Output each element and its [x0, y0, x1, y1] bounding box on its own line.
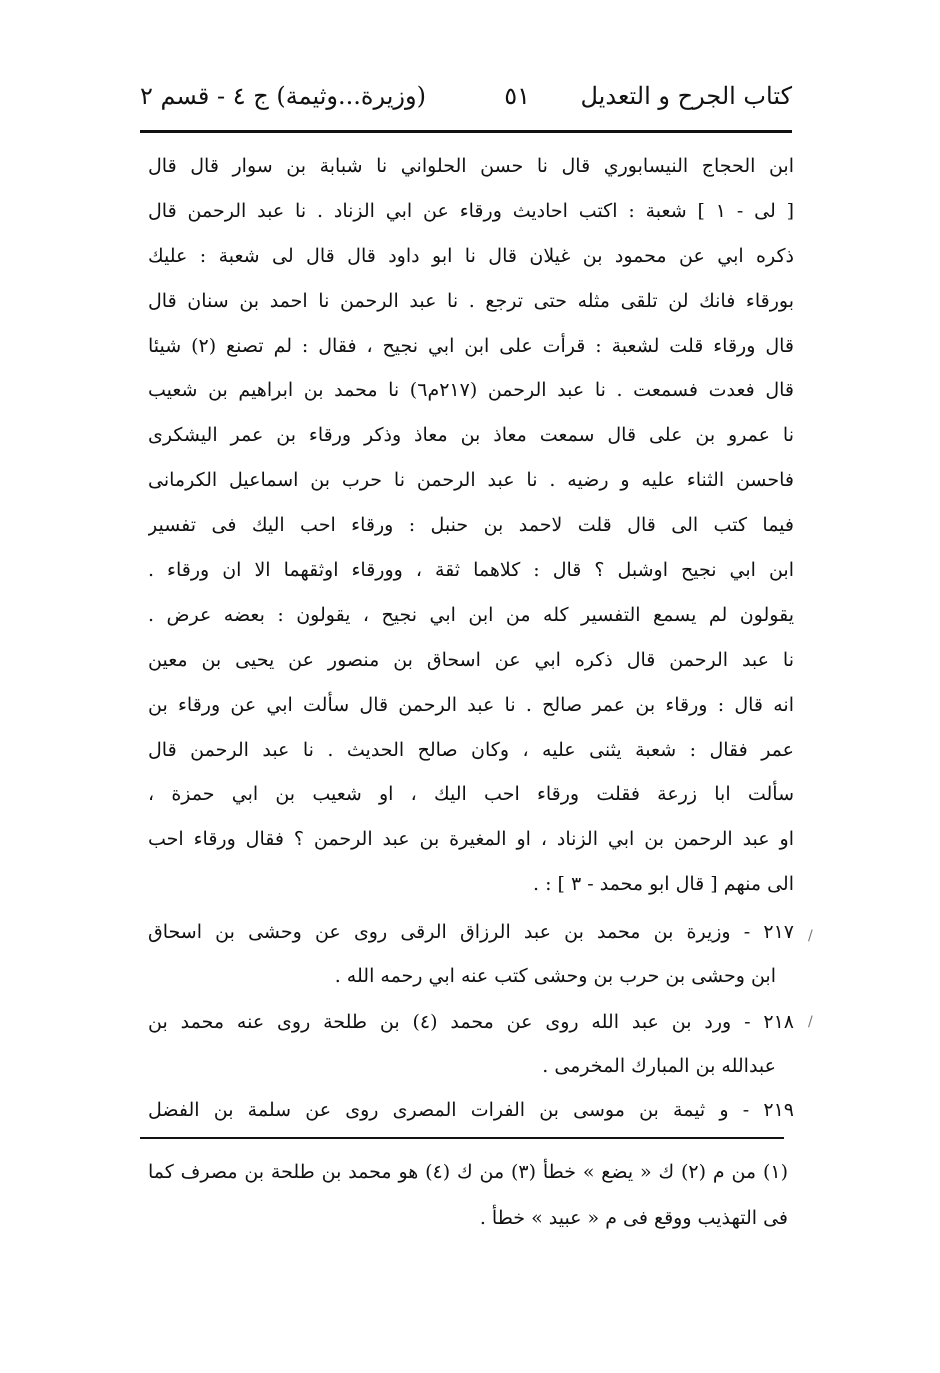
- text-line: يقولون لم يسمع التفسير كله من ابن ابي نجيح ، يقولون : بعضه عرض .: [148, 603, 794, 626]
- text-line: ذكره ابي عن محمود بن غيلان قال نا ابو داود قال قال لى شعبة : عليك: [148, 244, 794, 267]
- text-line: بورقاء فانك لن تلقى مثله حتى ترجع . نا عبد الرحمن نا احمد بن سنان قال: [148, 289, 794, 312]
- footnote-line: (١) من م (٢) ك « يضع » خطأ (٣) من ك (٤) هو محمد بن طلحة بن مصرف كما: [148, 1161, 788, 1183]
- text-line: الى منهم [ قال ابو محمد - ٣ ] : .: [533, 873, 794, 896]
- entry-line: ابن وحشى بن حرب بن وحشى كتب عنه ابي رحمه الله .: [334, 965, 776, 987]
- entry-line: ٢١٩ - و ثيمة بن موسى بن الفرات المصرى روى عن سلمة بن الفضل: [148, 1099, 794, 1121]
- running-header: [140, 78, 792, 124]
- text-line: ابن ابي نجيح اوشبل ؟ قال : كلاهما ثقة ، وورقاء اوثقهما الا ان ورقاء .: [148, 559, 794, 582]
- entry-217: [148, 910, 794, 998]
- text-line: فيما كتب الى قال قلت لاحمد بن حنبل : ورقاء احب اليك فى تفسير: [148, 514, 794, 537]
- text-line: نا عبد الرحمن قال ذكره ابي عن اسحاق بن منصور عن يحيى بن معين: [148, 648, 794, 671]
- entry-line: ٢١٧ - وزيرة بن محمد بن عبد الرزاق الرقى روى عن وحشى بن اسحاق: [148, 921, 794, 943]
- text-line: عمر فقال : شعبة يثنى عليه ، وكان صالح الحديث . نا عبد الرحمن قال: [148, 738, 794, 761]
- text-line: انه قال : ورقاء بن عمر صالح . نا عبد الرحمن قال سألت ابي عن ورقاء بن: [148, 693, 794, 716]
- text-line: فاحسن الثناء عليه و رضيه . نا عبد الرحمن نا حرب بن اسماعيل الكرمانى: [148, 469, 794, 492]
- entry-line: عبدالله بن المبارك المخرمى .: [542, 1055, 776, 1077]
- section-range: (وزيرة...وثيمة) ج ٤ - قسم ٢: [140, 82, 426, 110]
- page-number: ٥١: [504, 82, 530, 110]
- header-rule: [140, 130, 792, 133]
- text-line: قال ورقاء قلت لشعبة : قرأت على ابن ابي نجيح ، فقال : لم تصنع (٢) شيئا: [148, 334, 794, 357]
- text-line: قال فعدت فسمعت . نا عبد الرحمن (٢١٧م٦) نا محمد بن ابراهيم بن شعيب: [148, 379, 794, 402]
- text-line: او عبد الرحمن بن ابي الزناد ، او المغيرة بن عبد الرحمن ؟ فقال ورقاء احب: [148, 828, 794, 851]
- book-title: كتاب الجرح و التعديل: [580, 82, 792, 110]
- text-line: سألت ابا زرعة فقلت ورقاء احب اليك ، او شعيب بن ابي حمزة ،: [148, 783, 794, 806]
- text-line: ابن الحجاج النيسابوري قال نا حسن الحلواني نا شبابة بن سوار قال قال: [148, 155, 794, 177]
- text-line: نا عمرو بن على قال سمعت معاذ بن معاذ وذكر ورقاء بن عمر اليشكرى: [148, 424, 794, 447]
- entry-218: [148, 1000, 794, 1088]
- entry-219: [148, 1088, 794, 1132]
- footnote-rule: [140, 1137, 784, 1139]
- entry-line: ٢١٨ - ورد بن عبد الله روى عن محمد (٤) بن طلحة روى عنه محمد بن: [148, 1011, 794, 1033]
- margin-tick-mark: /: [808, 928, 813, 944]
- main-text: [148, 144, 794, 907]
- footnote-line: فى التهذيب ووقع فى م « عبيد » خطأ .: [479, 1207, 788, 1229]
- text-line: [ لى - ١ ] شعبة : اكتب احاديث ورقاء عن ابي الزناد . نا عبد الرحمن قال: [148, 199, 794, 222]
- margin-tick-mark: /: [808, 1014, 813, 1030]
